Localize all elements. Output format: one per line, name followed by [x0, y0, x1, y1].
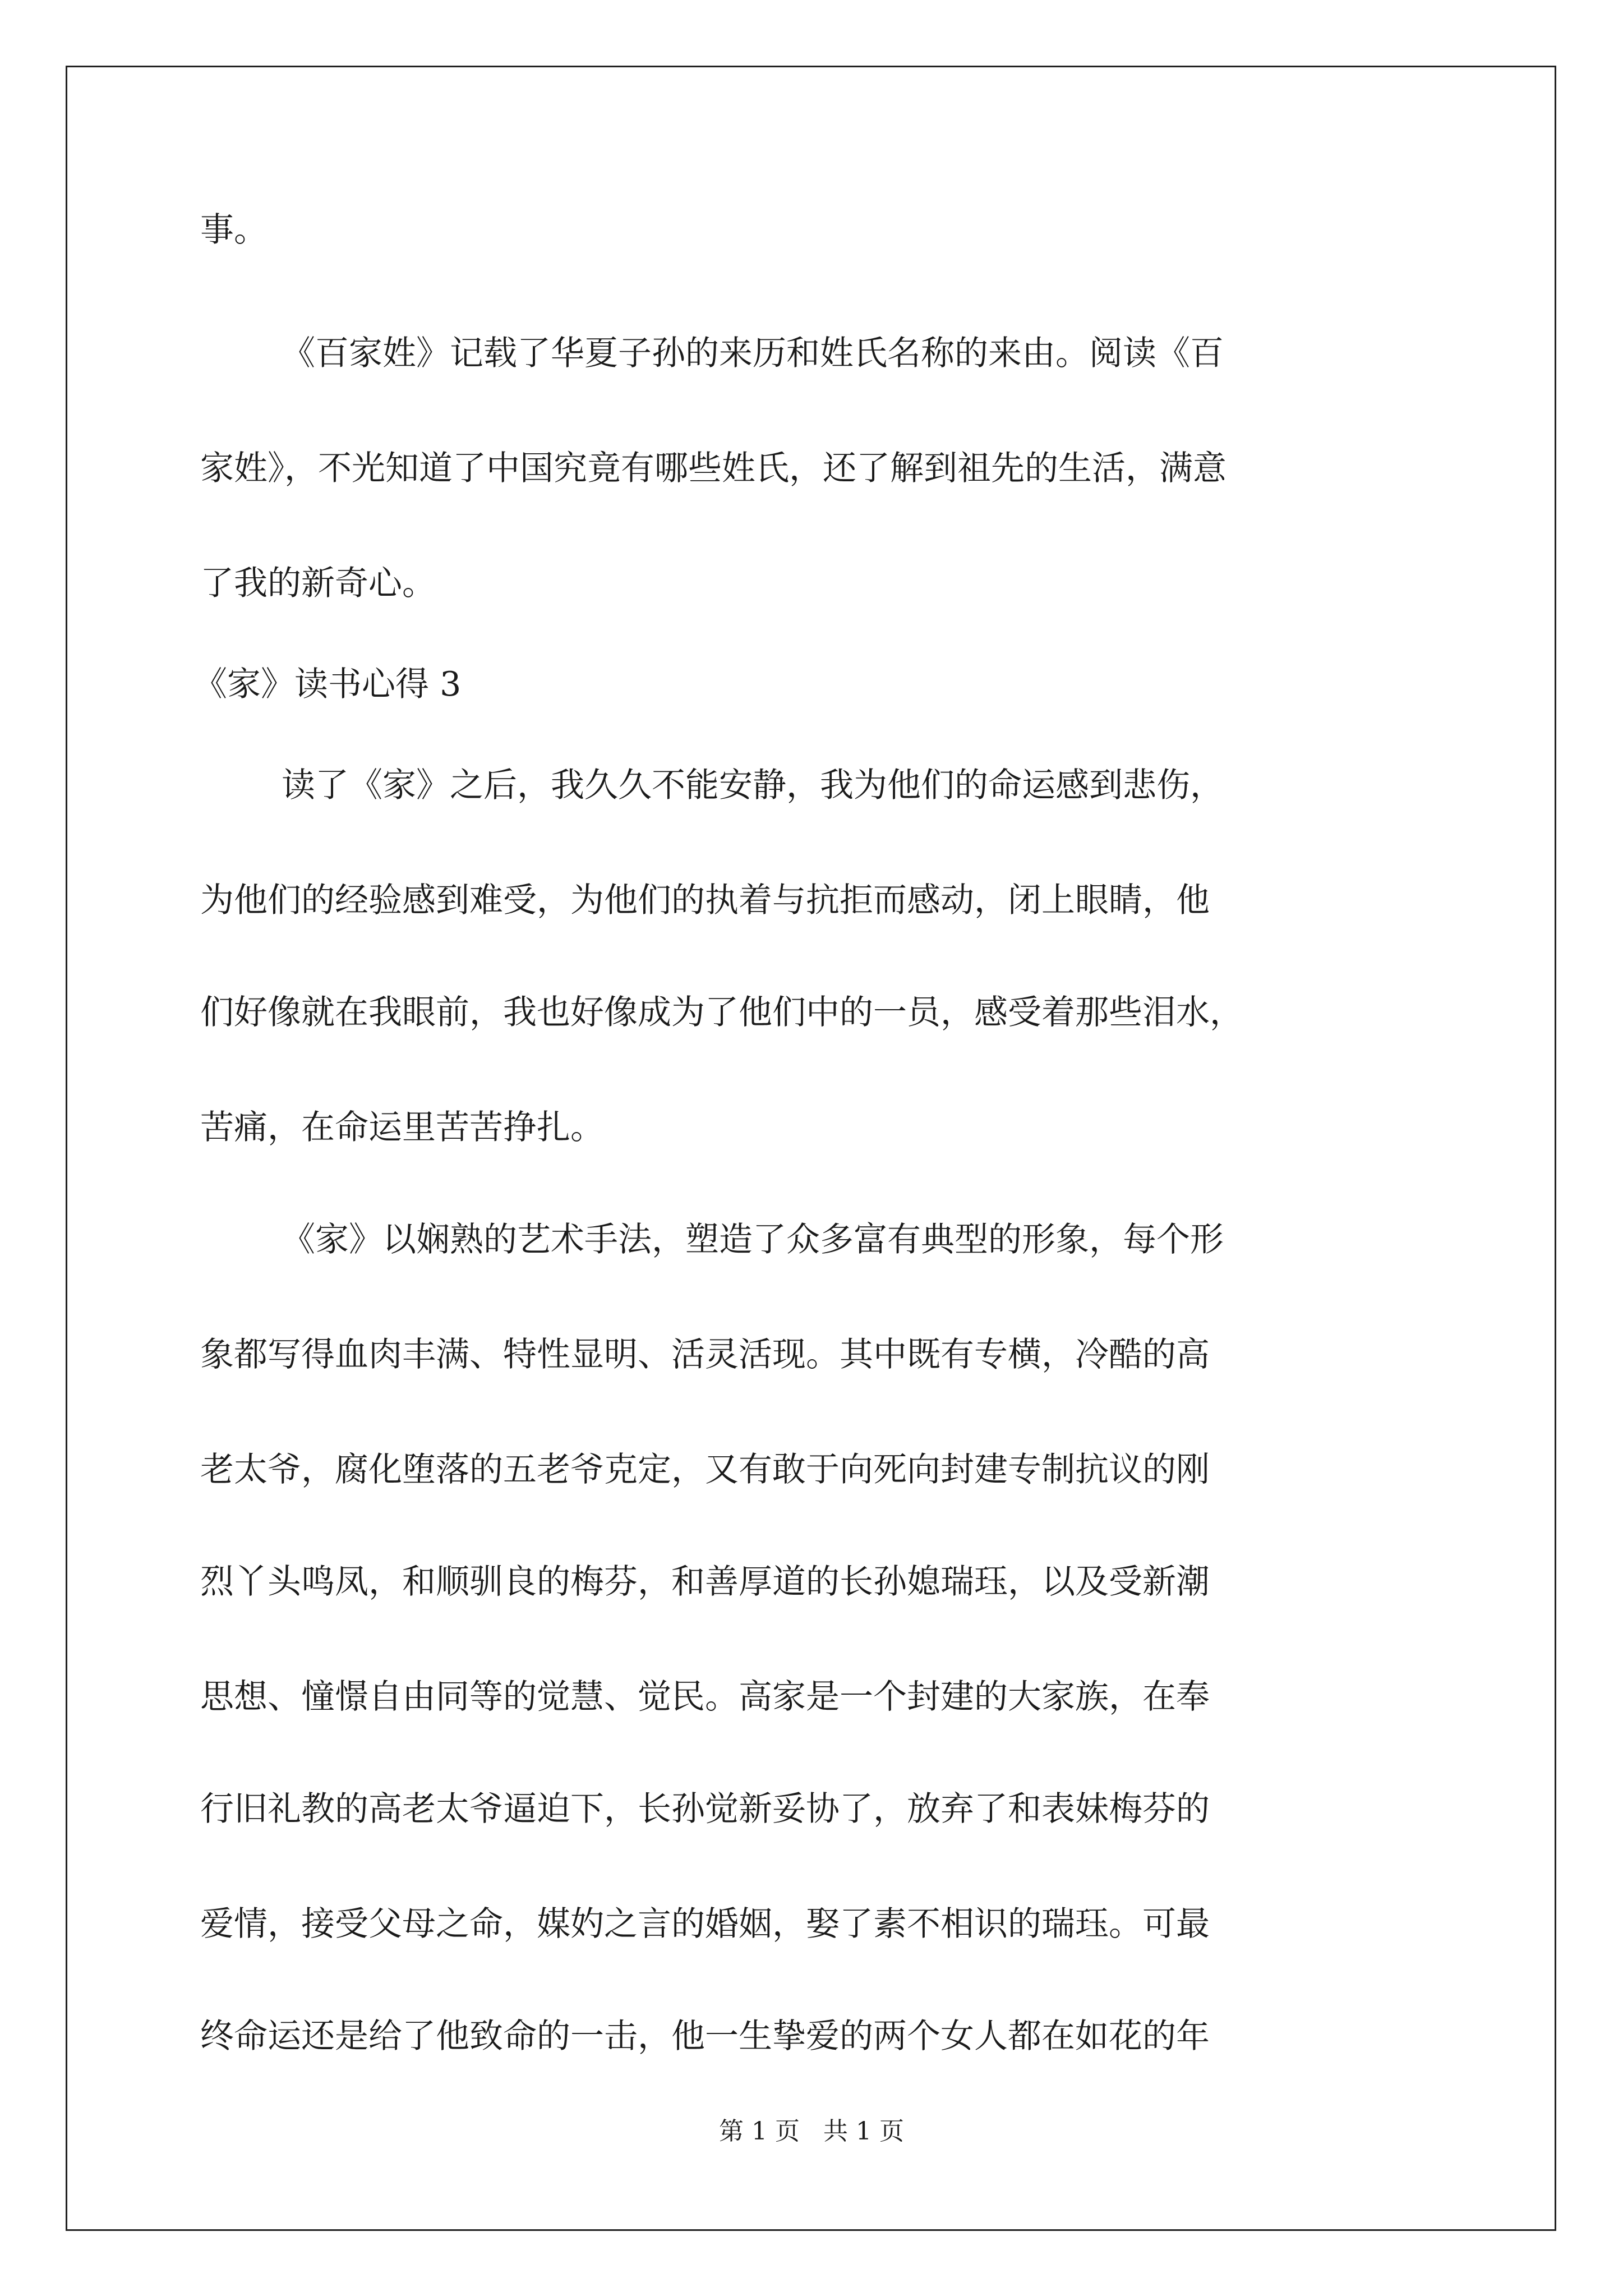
text-line-14: 行旧礼教的高老太爷逼迫下，长孙觉新妥协了，放弃了和表妹梅芬的 — [200, 1789, 1210, 1829]
text-line-4: 了我的新奇心。 — [200, 564, 436, 603]
text-line-16: 终命运还是给了他致命的一击，他一生挚爱的两个女人都在如花的年 — [200, 2017, 1210, 2056]
text-line-3: 家姓》，不光知道了中国究竟有哪些姓氏，还了解到祖先的生活，满意 — [200, 449, 1227, 488]
text-line-8: 苦痛，在命运里苦苦挣扎。 — [200, 1108, 604, 1147]
text-line-15: 爱情，接受父母之命，媒妁之言的婚姻，娶了素不相识的瑞珏。可最 — [200, 1904, 1210, 1944]
text-line-10: 象都写得血肉丰满、特性显明、活灵活现。其中既有专横，冷酷的高 — [200, 1335, 1210, 1374]
page-number: 第 1 页 — [719, 2117, 800, 2146]
text-line-5: 读了《家》之后，我久久不能安静，我为他们的命运感到悲伤， — [282, 766, 1224, 805]
section-heading: 《家》读书心得 3 — [193, 665, 462, 704]
text-line-7: 们好像就在我眼前，我也好像成为了他们中的一员，感受着那些泪水， — [200, 993, 1243, 1032]
text-line-6: 为他们的经验感到难受，为他们的执着与抗拒而感动，闭上眼睛，他 — [200, 881, 1210, 920]
text-line-13: 思想、憧憬自由同等的觉慧、觉民。高家是一个封建的大家族，在奉 — [200, 1677, 1210, 1717]
text-line-11: 老太爷，腐化堕落的五老爷克定，又有敢于向死向封建专制抗议的刚 — [200, 1450, 1210, 1489]
text-line-2: 《百家姓》记载了华夏子孙的来历和姓氏名称的来由。阅读《百 — [282, 334, 1224, 373]
text-line-9: 《家》以娴熟的艺术手法，塑造了众多富有典型的形象，每个形 — [282, 1220, 1224, 1259]
text-line-1: 事。 — [200, 210, 268, 250]
page-total: 共 1 页 — [823, 2117, 904, 2146]
text-line-12: 烈丫头鸣凤，和顺驯良的梅芬，和善厚道的长孙媳瑞珏，以及受新潮 — [200, 1562, 1210, 1602]
page-footer — [0, 2115, 1623, 2148]
